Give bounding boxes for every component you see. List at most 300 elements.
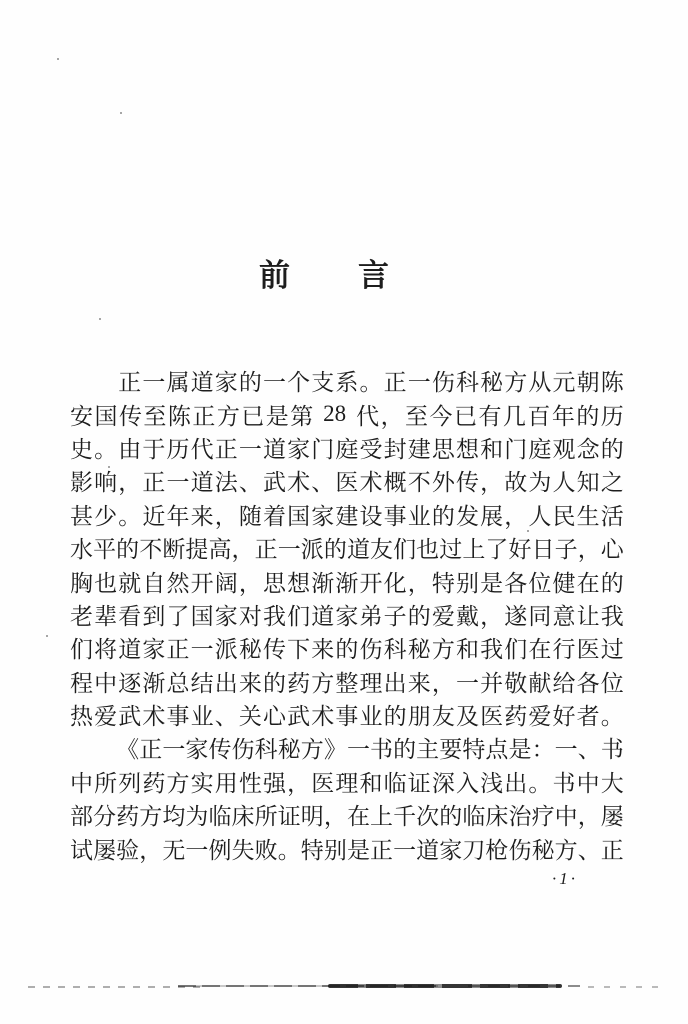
text-char: 安: [70, 403, 93, 429]
text-char: 心: [600, 537, 624, 563]
text-char: 我: [263, 603, 286, 629]
text-char: 主: [416, 737, 440, 763]
text-char: 代: [190, 436, 214, 462]
text-char: 思: [263, 570, 286, 596]
text-line: [70, 631, 624, 664]
text-char: 证: [407, 770, 431, 796]
text-char: 医: [480, 704, 504, 730]
text-char: 着: [263, 503, 286, 529]
text-char: 民: [552, 503, 576, 529]
text-char: 正: [118, 370, 142, 396]
text-char: 开: [359, 570, 383, 596]
text-char: 证: [277, 804, 301, 830]
text-char: 传: [456, 470, 479, 496]
text-char: 的: [238, 370, 262, 396]
text-char: 屡: [600, 804, 624, 830]
text-char: 的: [407, 603, 431, 629]
text-char: 特: [462, 737, 486, 763]
text-char: 。: [600, 704, 624, 730]
text-char: 正: [139, 737, 163, 763]
text-char: 派: [214, 637, 238, 663]
text-char: 们: [287, 603, 311, 629]
text-char: 》: [323, 737, 347, 763]
text-char: 秘: [531, 837, 555, 863]
text-char: 道: [311, 603, 335, 629]
text-char: 中: [576, 770, 600, 796]
text-char: [348, 401, 355, 427]
text-char: 家: [287, 436, 311, 462]
text-char: 分: [93, 804, 117, 830]
scan-speck: [46, 635, 48, 637]
text-char: 伤: [359, 637, 383, 663]
text-char: 思: [431, 436, 455, 462]
text-char: 就: [118, 570, 142, 596]
text-char: 所: [94, 770, 118, 796]
text-char: 朋: [407, 704, 431, 730]
text-line: [70, 531, 624, 564]
text-char: 武: [287, 704, 311, 730]
text-char: 道: [190, 370, 214, 396]
text-char: 。: [359, 370, 383, 396]
text-char: 高: [208, 537, 232, 563]
text-char: 爱: [431, 603, 455, 629]
text-char: 上: [462, 537, 486, 563]
text-char: 科: [254, 737, 278, 763]
text-char: 秘: [238, 637, 262, 663]
text-char: 来: [238, 670, 262, 696]
text-char: 伤: [431, 370, 455, 396]
text-char: 道: [263, 436, 286, 462]
text-char: 到: [142, 603, 166, 629]
text-char: 28: [323, 401, 347, 427]
text-char: 的: [263, 670, 286, 696]
text-char: 性: [238, 770, 262, 796]
text-char: 及: [456, 704, 479, 730]
text-char: 不: [407, 470, 431, 496]
text-char: 史: [70, 436, 93, 462]
text-char: 治: [508, 804, 532, 830]
text-char: 术: [142, 704, 166, 730]
text-char: 友: [431, 704, 455, 730]
text-char: 中: [554, 804, 578, 830]
text-char: 验: [116, 837, 140, 863]
text-char: ，: [238, 570, 262, 596]
text-char: 戴: [456, 603, 479, 629]
text-char: ，: [431, 670, 455, 696]
text-char: 故: [504, 470, 528, 496]
text-line: [70, 564, 624, 597]
text-char: 结: [190, 670, 214, 696]
text-char: 的: [600, 436, 624, 462]
text-char: 至: [405, 403, 429, 429]
text-char: 要: [439, 737, 463, 763]
text-line: [70, 464, 624, 497]
text-char: ，: [407, 570, 431, 596]
text-char: 是: [265, 403, 289, 429]
text-char: 们: [504, 637, 528, 663]
scan-speck: [57, 58, 59, 60]
text-char: 逐: [118, 670, 142, 696]
text-char: 辈: [94, 603, 118, 629]
text-char: 道: [346, 537, 370, 563]
text-char: 家: [214, 603, 238, 629]
text-char: 家: [439, 837, 463, 863]
text-char: 方: [554, 837, 578, 863]
text-char: 、: [238, 470, 262, 496]
text-char: 至: [143, 403, 167, 429]
text-char: 家: [311, 503, 335, 529]
text-char: 外: [431, 470, 455, 496]
text-char: 生: [576, 503, 600, 529]
text-char: 一: [407, 370, 431, 396]
text-char: 方: [166, 770, 190, 796]
text-char: ，: [118, 470, 142, 496]
text-char: ，: [380, 403, 404, 429]
text-char: 一: [393, 837, 417, 863]
text-char: 正: [383, 370, 407, 396]
text-char: 们: [70, 637, 93, 663]
text-char: 床: [485, 804, 509, 830]
text-char: 阔: [214, 570, 238, 596]
text-char: 的: [116, 537, 140, 563]
text-char: 药: [504, 704, 528, 730]
text-char: 也: [94, 570, 118, 596]
text-char: 实: [190, 770, 214, 796]
scan-speck: [527, 530, 529, 532]
text-char: 的: [335, 637, 359, 663]
text-char: 方: [311, 670, 335, 696]
text-char: 方: [504, 370, 528, 396]
text-char: 临: [462, 804, 486, 830]
text-char: 用: [214, 770, 238, 796]
text-char: 上: [370, 804, 394, 830]
text-char: 来: [311, 637, 335, 663]
text-char: ，: [480, 603, 504, 629]
text-char: 例: [208, 837, 232, 863]
scan-speck: [120, 112, 122, 114]
text-char: 秘: [277, 737, 301, 763]
text-char: 别: [323, 837, 347, 863]
text-char: 和: [359, 770, 383, 796]
text-char: [94, 364, 117, 397]
text-char: 所: [254, 804, 278, 830]
text-char: 枪: [485, 837, 509, 863]
text-char: 日: [531, 537, 555, 563]
text-char: 理: [359, 670, 383, 696]
text-char: 庭: [335, 436, 359, 462]
text-char: 从: [528, 370, 552, 396]
text-char: 渐: [142, 670, 166, 696]
text-char: 对: [238, 603, 262, 629]
text-char: 断: [162, 537, 186, 563]
page-title: 前 言: [259, 258, 391, 293]
scan-artifact-segment: [588, 986, 662, 988]
text-char: 一: [166, 470, 190, 496]
text-char: 念: [576, 436, 600, 462]
text-char: 在: [528, 637, 552, 663]
text-char: 元: [552, 370, 576, 396]
text-char: 试: [70, 837, 93, 863]
text-char: ，: [577, 804, 601, 830]
text-char: 临: [383, 770, 407, 796]
text-char: 疗: [531, 804, 555, 830]
text-char: ：: [531, 737, 555, 763]
text-char: 来: [407, 670, 431, 696]
text-char: 活: [600, 503, 624, 529]
text-char: 今: [429, 403, 453, 429]
text-char: 陈: [167, 403, 191, 429]
text-char: 传: [118, 403, 142, 429]
page-number: ·1·: [552, 869, 578, 888]
text-char: 药: [116, 804, 140, 830]
text-char: 有: [478, 403, 502, 429]
text-char: 一: [185, 837, 209, 863]
text-char: 设: [359, 503, 383, 529]
text-char: 过: [600, 637, 624, 663]
text-char: 强: [263, 770, 286, 796]
text-char: 书: [600, 737, 624, 763]
text-char: 让: [576, 603, 600, 629]
text-char: 封: [383, 436, 407, 462]
text-char: 健: [552, 570, 576, 596]
text-char: 朝: [576, 370, 600, 396]
text-char: 代: [356, 403, 380, 429]
text-char: 的: [576, 403, 600, 429]
text-char: 子: [383, 603, 407, 629]
text-char: 之: [600, 470, 624, 496]
text-line: [70, 831, 624, 864]
text-char: 整: [335, 670, 359, 696]
text-char: 也: [416, 537, 440, 563]
text-char: 门: [504, 436, 528, 462]
text-char: 在: [576, 570, 600, 596]
text-char: 均: [162, 804, 186, 830]
text-char: 部: [70, 804, 93, 830]
text-char: 特: [431, 570, 455, 596]
text-char: 百: [527, 403, 551, 429]
text-char: 一: [554, 737, 578, 763]
text-char: 、: [311, 470, 335, 496]
text-line: [70, 731, 624, 764]
text-char: 近: [142, 503, 166, 529]
text-char: 秘: [407, 637, 431, 663]
text-char: 我: [480, 637, 504, 663]
text-char: 术: [359, 470, 383, 496]
text-char: 建: [335, 503, 359, 529]
text-char: 败: [254, 837, 278, 863]
text-char: 化: [383, 570, 407, 596]
text-char: 正: [254, 537, 278, 563]
text-char: 并: [480, 670, 504, 696]
text-char: 的: [323, 537, 347, 563]
text-char: 人: [528, 503, 552, 529]
text-char: 提: [185, 537, 209, 563]
text-char: 科: [456, 370, 479, 396]
text-char: 给: [552, 670, 576, 696]
text-char: 正: [214, 436, 238, 462]
text-char: 者: [576, 704, 600, 730]
text-char: [93, 731, 116, 764]
text-char: 历: [166, 436, 190, 462]
text-char: 科: [383, 637, 407, 663]
text-char: 术: [287, 470, 311, 496]
text-char: 术: [311, 704, 335, 730]
text-char: 门: [311, 436, 335, 462]
text-char: 事: [335, 704, 359, 730]
text-char: 敬: [504, 670, 528, 696]
text-char: 业: [359, 704, 383, 730]
text-char: 位: [528, 570, 552, 596]
text-line: [70, 598, 624, 631]
text-block: [70, 364, 624, 865]
text-char: 。: [528, 770, 552, 796]
text-char: 临: [208, 804, 232, 830]
text-char: 传: [263, 637, 286, 663]
text-char: 庭: [528, 436, 552, 462]
text-char: 历: [600, 403, 624, 429]
text-char: 屡: [93, 837, 117, 863]
text-char: 影: [70, 470, 93, 496]
text-char: 家: [185, 737, 209, 763]
text-char: 家: [214, 370, 238, 396]
text-char: 方: [431, 637, 455, 663]
text-char: ，: [287, 770, 311, 796]
text-char: 已: [241, 403, 265, 429]
text-char: 的: [383, 704, 407, 730]
text-char: [70, 731, 93, 764]
text-char: 的: [431, 503, 455, 529]
text-char: 派: [300, 537, 324, 563]
text-char: 医: [311, 770, 335, 796]
scan-artifact-line: [28, 984, 662, 989]
text-line: [70, 665, 624, 698]
text-char: 武: [118, 704, 142, 730]
text-char: 一: [238, 436, 262, 462]
text-char: 我: [600, 603, 624, 629]
text-char: 随: [238, 503, 262, 529]
text-char: 、: [577, 837, 601, 863]
text-char: 武: [263, 470, 286, 496]
text-char: 事: [383, 503, 407, 529]
text-char: ，: [480, 470, 504, 496]
text-char: 一: [142, 370, 166, 396]
text-char: 一: [190, 637, 214, 663]
text-line: [70, 698, 624, 731]
text-char: 方: [300, 737, 324, 763]
text-char: 家: [335, 603, 359, 629]
text-char: 刀: [462, 837, 486, 863]
text-char: 一: [263, 370, 286, 396]
text-char: 书: [552, 770, 576, 796]
text-char: 方: [216, 403, 240, 429]
text-char: 出: [214, 670, 238, 696]
text-char: 不: [139, 537, 163, 563]
text-char: 道: [118, 637, 142, 663]
text-char: 行: [552, 637, 576, 663]
text-char: 年: [166, 503, 190, 529]
text-char: 道: [416, 837, 440, 863]
text-char: 们: [393, 537, 417, 563]
text-char: 床: [231, 804, 255, 830]
text-char: 然: [166, 570, 190, 596]
text-char: 知: [576, 470, 600, 496]
text-char: 受: [359, 436, 383, 462]
text-char: 已: [453, 403, 477, 429]
text-char: 次: [416, 804, 440, 830]
text-char: 传: [208, 737, 232, 763]
text-char: 业: [407, 503, 431, 529]
text-char: 渐: [311, 570, 335, 596]
text-char: 同: [528, 603, 552, 629]
text-char: 的: [439, 804, 463, 830]
text-char: 第: [290, 403, 314, 429]
text-char: 。: [118, 503, 142, 529]
text-char: 别: [456, 570, 479, 596]
text-char: 建: [407, 436, 431, 462]
text-char: 胸: [70, 570, 93, 596]
text-char: 过: [439, 537, 463, 563]
text-char: 几: [502, 403, 526, 429]
text-char: ，: [139, 837, 163, 863]
text-char: 了: [166, 603, 190, 629]
text-char: 道: [190, 470, 214, 496]
text-char: 老: [70, 603, 93, 629]
text-char: 概: [383, 470, 407, 496]
text-char: 深: [431, 770, 455, 796]
text-char: 一: [277, 537, 301, 563]
text-char: 正: [142, 470, 166, 496]
text-char: 、: [577, 737, 601, 763]
text-char: [70, 364, 93, 397]
text-char: 意: [552, 603, 576, 629]
text-char: 来: [190, 503, 214, 529]
text-char: 各: [504, 570, 528, 596]
text-char: 大: [600, 770, 624, 796]
text-char: 国: [287, 503, 311, 529]
text-char: 和: [480, 436, 504, 462]
text-char: 千: [393, 804, 417, 830]
text-char: 程: [70, 670, 93, 696]
text-char: 响: [94, 470, 118, 496]
text-char: 失: [231, 837, 255, 863]
scan-speck: [99, 318, 101, 320]
text-char: 、: [214, 704, 238, 730]
text-char: 伤: [508, 837, 532, 863]
text-char: 各: [576, 670, 600, 696]
text-char: 。: [94, 436, 118, 462]
text-char: 爱: [528, 704, 552, 730]
text-char: 的: [600, 570, 624, 596]
scan-artifact-segment: [468, 985, 588, 987]
text-char: 了: [485, 537, 509, 563]
scan-speck: [108, 466, 110, 468]
text-line: [70, 765, 624, 798]
text-char: 一: [162, 737, 186, 763]
text-char: 为: [528, 470, 552, 496]
text-char: 献: [528, 670, 552, 696]
text-char: 正: [166, 637, 190, 663]
text-char: 看: [118, 603, 142, 629]
text-char: 平: [93, 537, 117, 563]
text-char: 国: [190, 603, 214, 629]
text-char: 一: [456, 670, 479, 696]
text-char: 自: [142, 570, 166, 596]
text-char: ，: [323, 804, 347, 830]
text-char: 业: [190, 704, 214, 730]
text-char: 书: [370, 737, 394, 763]
text-char: 。: [277, 837, 301, 863]
text-char: ，: [504, 503, 528, 529]
